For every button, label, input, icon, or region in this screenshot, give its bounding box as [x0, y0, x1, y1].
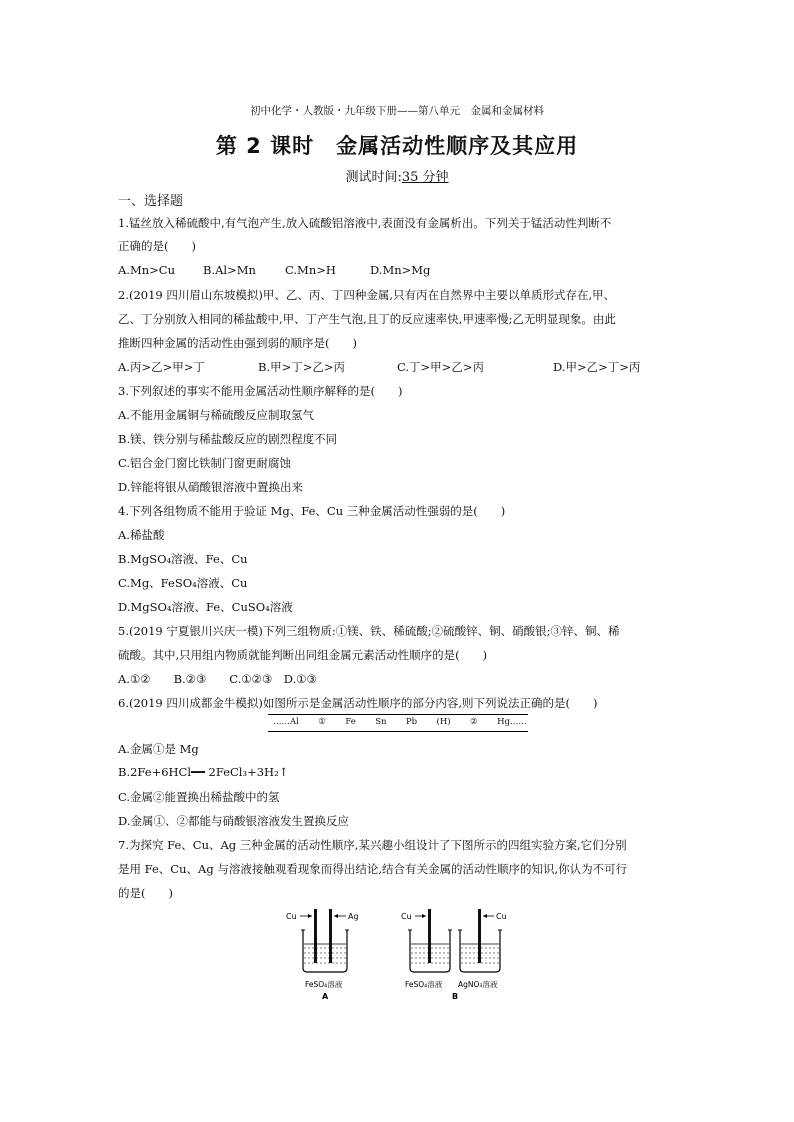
- q6-option-b: B.2Fe+6HCl━━ 2FeCl₃+3H₂↑: [118, 765, 289, 779]
- q3-option-c: C.铝合金门窗比铁制门窗更耐腐蚀: [118, 456, 292, 470]
- q4-option-c: C.Mg、FeSO₄溶液、Cu: [118, 576, 248, 590]
- q4-option-b: B.MgSO₄溶液、Fe、Cu: [118, 552, 248, 566]
- q2-line1: 2.(2019 四川眉山东坡模拟)甲、乙、丙、丁四种金属,只有丙在自然界中主要以单质形式存在,甲、: [118, 288, 616, 302]
- q6-option-a: A.金属①是 Mg: [118, 742, 199, 756]
- q1-option-c: C.Mn>H: [285, 263, 336, 277]
- b-solution2: AgNO₃溶液: [458, 980, 498, 989]
- test-time-label: 测试时间:: [345, 170, 402, 185]
- cu-strip-b1: [428, 909, 431, 963]
- cu-strip-b2: [478, 909, 481, 963]
- q5-line2: 硫酸。其中,只用组内物质就能判断出同组金属元素活动性顺序的是( ): [118, 648, 488, 662]
- beaker-b1: [401, 909, 452, 989]
- q7-line3: 的是( ): [118, 886, 173, 900]
- q4-option-a: A.稀盐酸: [118, 528, 165, 542]
- b-right-metal: Cu: [496, 912, 507, 921]
- q1-line1: 1.锰丝放入稀硫酸中,有气泡产生,放入硫酸铝溶液中,表面没有金属析出。下列关于锰活动性判断不: [118, 216, 612, 230]
- sequence-item: ……Al: [273, 717, 299, 727]
- q6-option-d: D.金属①、②都能与硝酸银溶液发生置换反应: [118, 814, 349, 828]
- sequence-item: Fe: [345, 717, 356, 727]
- sequence-item: Sn: [375, 717, 387, 727]
- a-left-metal: Cu: [286, 912, 297, 921]
- q1-option-b: B.Al>Mn: [203, 263, 256, 277]
- q2-option-a: A.丙>乙>甲>丁: [118, 360, 205, 374]
- q4-option-d: D.MgSO₄溶液、Fe、CuSO₄溶液: [118, 600, 293, 614]
- q2-line3: 推断四种金属的活动性由强到弱的顺序是( ): [118, 336, 357, 350]
- q4-line1: 4.下列各组物质不能用于验证 Mg、Fe、Cu 三种金属活动性强弱的是( ): [118, 504, 506, 518]
- q1-option-d: D.Mn>Mg: [370, 263, 431, 277]
- q3-option-a: A.不能用金属铜与稀硫酸反应制取氢气: [118, 408, 314, 422]
- cu-strip-a: [314, 909, 317, 963]
- q5-options: A.①② B.②③ C.①②③ D.①③: [118, 672, 317, 686]
- q2-line2: 乙、丁分别放入相同的稀盐酸中,甲、丁产生气泡,且丁的反应速率快,甲速率慢;乙无明显现象。由此: [118, 312, 616, 326]
- ag-strip-a: [329, 909, 332, 963]
- beaker-b2: [458, 909, 507, 989]
- q1-option-a: A.Mn>Cu: [118, 263, 175, 277]
- sequence-item: Pb: [405, 717, 418, 727]
- sequence-item: Hg……: [497, 717, 527, 727]
- q3-option-d: D.锌能将银从硝酸银溶液中置换出来: [118, 480, 303, 494]
- page-title: 第 2 课时 金属活动性顺序及其应用: [215, 134, 579, 158]
- q7-line1: 7.为探究 Fe、Cu、Ag 三种金属的活动性顺序,某兴趣小组设计了下图所示的四组实验方案,它们分别: [118, 838, 627, 852]
- test-time-value: 35 分钟: [401, 170, 449, 185]
- a-right-metal: Ag: [348, 912, 359, 921]
- a-solution: FeSO₄溶液: [305, 980, 343, 989]
- sequence-item: ②: [470, 717, 478, 727]
- q2-option-d: D.甲>乙>丁>丙: [553, 360, 641, 374]
- page-header: 初中化学・人教版・九年级下册——第八单元 金属和金属材料: [250, 105, 544, 117]
- b-solution1: FeSO₄溶液: [405, 980, 443, 989]
- b-left-metal: Cu: [401, 912, 412, 921]
- q5-line1: 5.(2019 宁夏银川兴庆一模)下列三组物质:①镁、铁、稀硫酸;②硫酸锌、铜、硝酸银;③锌、铜、稀: [118, 624, 620, 638]
- a-label: A: [322, 992, 329, 1001]
- sequence-item: ①: [318, 717, 326, 727]
- q2-option-b: B.甲>丁>乙>丙: [258, 360, 346, 374]
- sequence-item: (H): [436, 717, 451, 727]
- q6-option-c: C.金属②能置换出稀盐酸中的氢: [118, 790, 280, 804]
- q2-option-c: C.丁>甲>乙>丙: [397, 360, 484, 374]
- section-heading: 一、选择题: [118, 194, 184, 209]
- q3-line1: 3.下列叙述的事实不能用金属活动性顺序解释的是( ): [118, 384, 403, 398]
- q6-line1: 6.(2019 四川成都金牛模拟)如图所示是金属活动性顺序的部分内容,则下列说法正确的是( ): [118, 696, 598, 710]
- q3-option-b: B.镁、铁分别与稀盐酸反应的剧烈程度不同: [118, 432, 338, 446]
- q1-line2: 正确的是( ): [118, 239, 196, 253]
- b-label: B: [452, 992, 459, 1001]
- q7-line2: 是用 Fe、Cu、Ag 与溶液接触观看现象而得出结论,结合有关金属的活动性顺序的知识,你认为不可行: [118, 862, 628, 876]
- beaker-a: [286, 909, 359, 1001]
